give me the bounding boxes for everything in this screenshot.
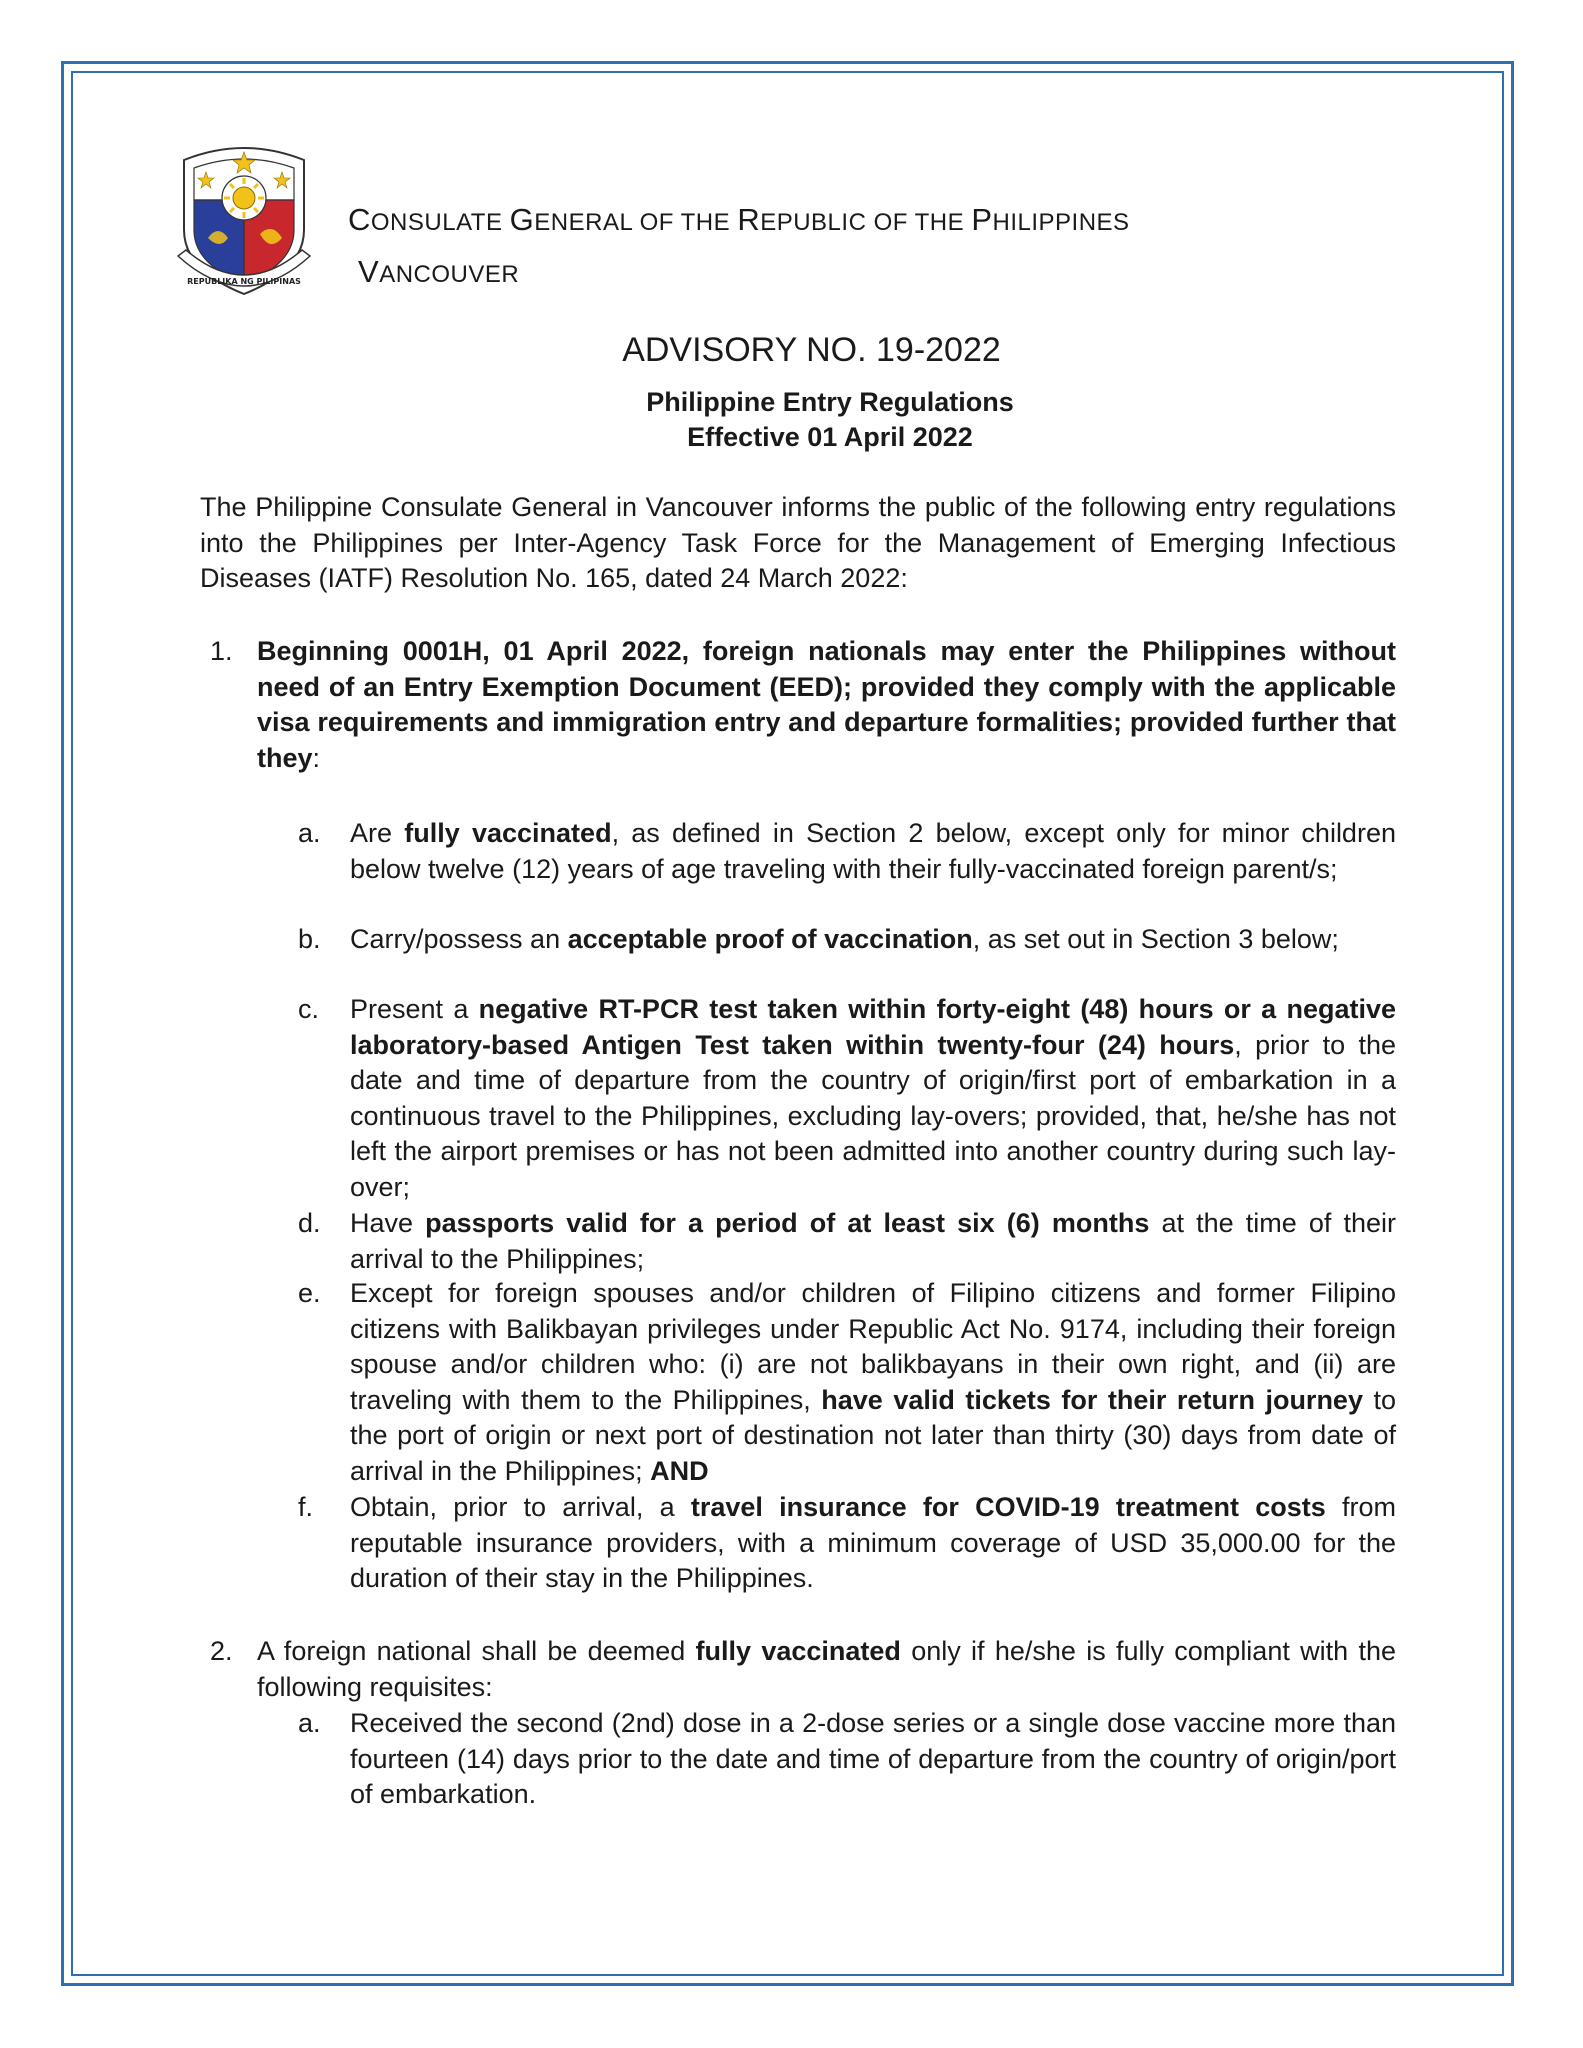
sub-item-letter: e. bbox=[298, 1278, 321, 1308]
list-number: 2. bbox=[210, 1636, 233, 1666]
header-capital: P bbox=[971, 202, 993, 237]
sub-item-letter: a. bbox=[298, 818, 321, 848]
sub-item-letter: a. bbox=[298, 1708, 321, 1738]
philippine-seal-icon bbox=[172, 138, 316, 302]
header-capital: C bbox=[348, 202, 371, 237]
advisory-subtitle: Philippine Entry Regulations bbox=[646, 387, 1014, 417]
list-item-text: Beginning 0001H, 01 April 2022, foreign nationals may enter the Philippines without need of an Entry Exemption Document (EED); provided they comply with the applicable visa requirements and immigration entry and departure formalities; provided further that they: bbox=[257, 636, 1396, 773]
seal-text: REPUBLIKA NG PILIPINAS bbox=[187, 277, 301, 286]
header-capital: V bbox=[358, 254, 380, 289]
consulate-name bbox=[348, 202, 1130, 238]
sub-item-text: Obtain, prior to arrival, a travel insurance for COVID-19 treatment costs from reputable insurance providers, with a minimum coverage of USD 35,000.00 for the duration of their stay in the Philippines. bbox=[350, 1492, 1396, 1593]
intro-paragraph: The Philippine Consulate General in Vancouver informs the public of the following entry regulations into the Philippines per Inter-Agency Task Force for the Management of Emerging Infectious Diseases (IATF) Resolution No. 165, dated 24 March 2022: bbox=[200, 492, 1396, 593]
header-text: ANCOUVER bbox=[379, 261, 520, 288]
sub-item-letter: d. bbox=[298, 1208, 321, 1238]
advisory-title: ADVISORY NO. 19-2022 bbox=[622, 331, 1001, 369]
sub-item-text: Present a negative RT-PCR test taken within forty-eight (48) hours or a negative laboratory-based Antigen Test taken within twenty-four (24) hours, prior to the date and time of departure from the country of origin/first port of embarkation in a continuous travel to the Philippines, excluding lay-overs; provided, that, he/she has not left the airport premises or has not been admitted into another country during such lay-over; bbox=[350, 994, 1397, 1202]
sub-item-text: Are fully vaccinated, as defined in Section 2 below, except only for minor children below twelve (12) years of age traveling with their fully-vaccinated foreign parent/s; bbox=[350, 818, 1396, 884]
sub-item-text: Received the second (2nd) dose in a 2-dose series or a single dose vaccine more than fourteen (14) days prior to the date and time of departure from the country of origin/port of embarkation. bbox=[350, 1708, 1396, 1809]
list-item-text: A foreign national shall be deemed fully vaccinated only if he/she is fully compliant with the following requisites: bbox=[257, 1636, 1396, 1702]
consulate-city bbox=[358, 254, 519, 290]
sub-item-text: Have passports valid for a period of at least six (6) months at the time of their arrival to the Philippines; bbox=[350, 1208, 1396, 1274]
header-capital: G bbox=[509, 202, 535, 237]
advisory-effective-date: Effective 01 April 2022 bbox=[687, 422, 973, 452]
sub-item-text: Except for foreign spouses and/or children of Filipino citizens and former Filipino citizens with Balikbayan privileges under Republic Act No. 9174, including their foreign spouse and/or children who: (i) are not balikbayans in their own right, and (ii) are traveling with them to the Philippines, have valid tickets for their return journey to the port of origin or next port of destination not later than thirty (30) days from date of arrival in the Philippines; AND bbox=[350, 1278, 1396, 1486]
header-text: ENERAL OF THE bbox=[534, 209, 738, 236]
header-capital: R bbox=[737, 202, 761, 237]
header-text: ONSULATE bbox=[370, 209, 510, 236]
header-text: HILIPPINES bbox=[992, 209, 1130, 236]
header-text: EPUBLIC OF THE bbox=[760, 209, 972, 236]
list-number: 1. bbox=[210, 636, 233, 666]
sub-item-letter: c. bbox=[298, 994, 320, 1024]
sub-item-letter: f. bbox=[298, 1492, 314, 1522]
sub-item-text: Carry/possess an acceptable proof of vaccination, as set out in Section 3 below; bbox=[350, 924, 1339, 954]
sub-item-letter: b. bbox=[298, 924, 321, 954]
